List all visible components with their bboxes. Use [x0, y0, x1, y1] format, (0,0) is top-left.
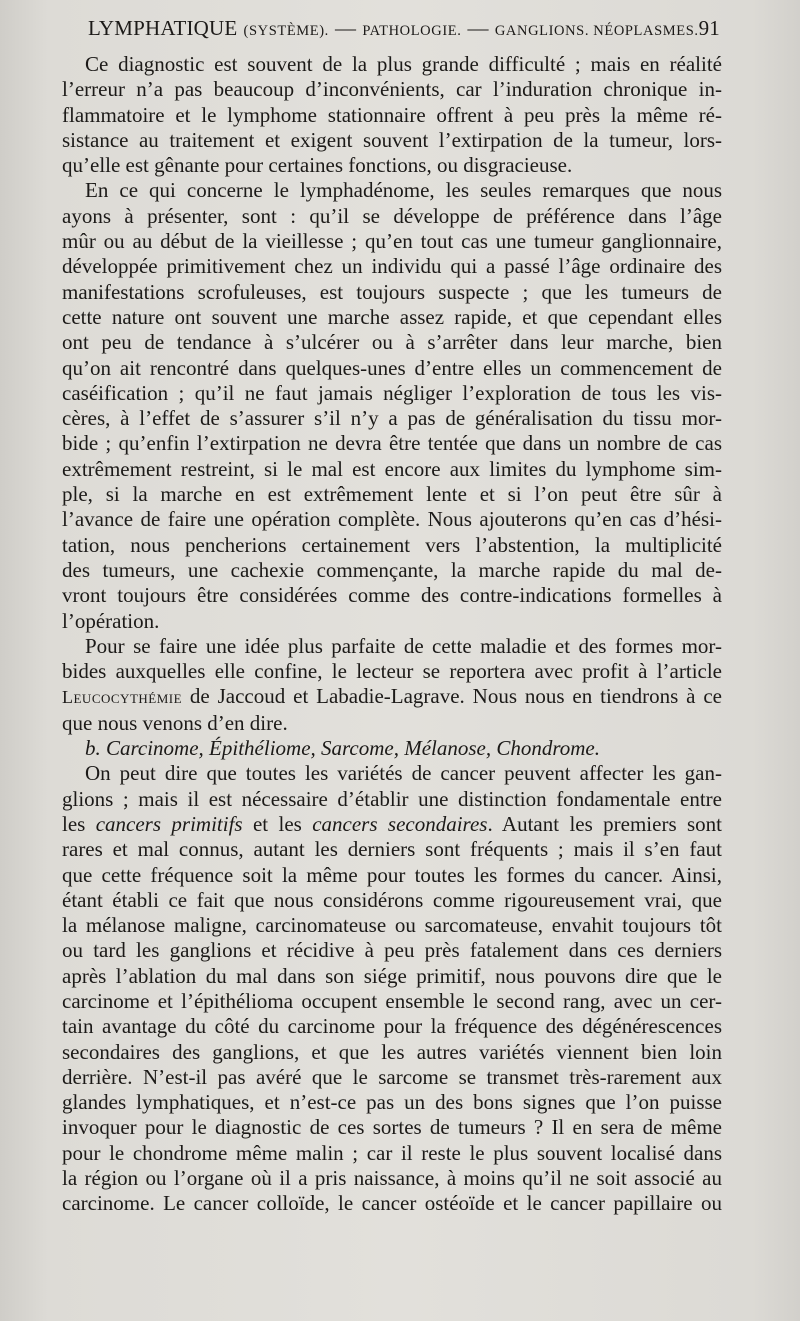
page-number: 91	[698, 16, 720, 40]
text-line: sistance au traitement et exigent souvent l’extirpation de la tumeur, lors-	[62, 127, 722, 152]
text-line: ple, si la marche en est extrêmement lente et si l’on peut être sûr à	[62, 482, 722, 507]
text-line: caséification ; qu’il ne faut jamais négliger l’exploration de tous les vis-	[62, 380, 722, 405]
heading-prefix: b.	[85, 736, 101, 761]
running-header	[88, 16, 720, 46]
text-line: bides auxquelles elle confine, le lecteur se reportera avec profit à l’article	[62, 659, 722, 684]
header-dash: —	[467, 16, 489, 40]
text-run: les	[62, 811, 96, 836]
text-line: carcinome et l’épithélioma occupent ensemble le second rang, avec un cer-	[62, 988, 722, 1013]
text-line: ont peu de tendance à s’ulcérer ou à s’arrêter dans leur marche, bien	[62, 330, 722, 355]
paragraph-3	[62, 634, 722, 736]
text-line: l’erreur n’a pas beaucoup d’inconvénients, car l’induration chronique in-	[62, 77, 722, 102]
text-line: la région ou l’organe où il a pris naissance, à moins qu’il ne soit associé au	[62, 1166, 722, 1191]
text-line: vront toujours être considérées comme des contre-indications formelles à	[62, 583, 722, 608]
text-line: invoquer pour le diagnostic de ces sortes de tumeurs ? Il en sera de même	[62, 1115, 722, 1140]
text-line: que nous venons d’en dire.	[62, 710, 288, 735]
text-line: développée primitivement chez un individu qui a passé l’âge ordinaire des	[62, 254, 722, 279]
text-line: qu’elle est gênante pour certaines fonctions, ou disgracieuse.	[62, 153, 573, 178]
header-system: (SYSTÈME).	[243, 23, 329, 39]
text-line: mûr ou au début de la vieillesse ; qu’en tout cas une tumeur ganglionnaire,	[62, 229, 722, 254]
text-line: ou tard les ganglions et récidive à peu près fatalement dans ces derniers	[62, 938, 722, 963]
text-line: On peut dire que toutes les variétés de cancer peuvent affecter les gan-	[85, 761, 722, 786]
text-line: que cette fréquence soit la même pour toutes les formes du cancer. Ainsi,	[62, 862, 722, 887]
text-line: derrière. N’est-il pas avéré que le sarcome se transmet très-rarement aux	[62, 1064, 722, 1089]
italic-term: cancers secondaires	[312, 811, 488, 836]
small-caps-term: Leucocythémie	[62, 687, 183, 708]
text-line: secondaires des ganglions, et que les autres variétés viennent bien loin	[62, 1039, 722, 1064]
text-line: manifestations scrofuleuses, est toujours suspecte ; que les tumeurs de	[62, 279, 722, 304]
text-run: . Autant les premiers sont	[487, 811, 723, 836]
header-dash: —	[335, 16, 357, 40]
text-line: cères, à l’effet de s’assurer s’il n’y a pas de généralisation du tissu mor-	[62, 406, 722, 431]
text-line: Ce diagnostic est souvent de la plus grande difficulté ; mais en réalité	[85, 52, 722, 76]
text-body	[62, 52, 722, 1217]
heading-text: Carcinome, Épithéliome, Sarcome, Mélanose, Chondrome.	[106, 736, 600, 761]
text-line: pour le chondrome même malin ; car il reste le plus souvent localisé dans	[62, 1140, 722, 1165]
text-line: bide ; qu’enfin l’extirpation ne devra être tentée que dans un nombre de cas	[62, 431, 722, 456]
text-line: glions ; mais il est nécessaire d’établir une distinction fondamentale entre	[62, 786, 722, 811]
text-line: Pour se faire une idée plus parfaite de cette maladie et des formes mor-	[85, 633, 722, 658]
text-line: qu’on ait rencontré dans quelques-unes d’entre elles un commencement de	[62, 355, 722, 380]
text-line: glandes lymphatiques, et n’est-ce pas un des bons signes que l’on puisse	[62, 1090, 722, 1115]
text-line: tation, nous pencherions certainement vers l’abstention, la multiplicité	[62, 532, 722, 557]
italic-term: cancers primitifs	[95, 811, 243, 836]
header-title: LYMPHATIQUE	[88, 16, 238, 40]
text-run: de Jaccoud et Labadie-Lagrave. Nous nous en tiendrons à ce	[182, 684, 722, 709]
text-line: l’opération.	[62, 608, 160, 633]
text-line: étant établi ce fait que nous considérons comme rigoureusement vrai, que	[62, 887, 722, 912]
text-line: la mélanose maligne, carcinomateuse ou sarcomateuse, envahit toujours tôt	[62, 913, 722, 938]
text-line: carcinome. Le cancer colloïde, le cancer ostéoïde et le cancer papillaire ou	[62, 1191, 722, 1216]
paragraph-4	[62, 761, 722, 1216]
header-subject: GANGLIONS. NÉOPLASMES.	[494, 23, 699, 39]
text-line: après l’ablation du mal dans son siége primitif, nous pouvons dire que le	[62, 963, 722, 988]
text-line: flammatoire et le lymphome stationnaire offrent à peu près la même ré-	[62, 102, 722, 127]
text-line: l’avance de faire une opération complète. Nous ajouterons qu’en cas d’hési-	[62, 507, 722, 532]
text-line: des tumeurs, une cachexie commençante, la marche rapide du mal de-	[62, 557, 722, 582]
text-line: extrêmement restreint, si le mal est encore aux limites du lymphome sim-	[62, 456, 722, 481]
text-line	[62, 812, 722, 837]
paragraph-1	[62, 52, 722, 178]
text-line	[62, 684, 722, 710]
section-heading	[62, 736, 722, 761]
header-section: PATHOLOGIE.	[362, 23, 462, 39]
text-line: cette nature ont souvent une marche assez rapide, et que cependant elles	[62, 304, 722, 329]
text-line: En ce qui concerne le lymphadénome, les seules remarques que nous	[85, 178, 722, 203]
paragraph-2	[62, 178, 722, 633]
text-run: et les	[242, 811, 313, 836]
text-line: rares et mal connus, autant les derniers sont fréquents ; mais il s’en faut	[62, 837, 722, 862]
text-line: ayons à présenter, sont : qu’il se développe de préférence dans l’âge	[62, 203, 722, 228]
text-line: tain avantage du côté du carcinome pour la fréquence des dégénérescences	[62, 1014, 722, 1039]
